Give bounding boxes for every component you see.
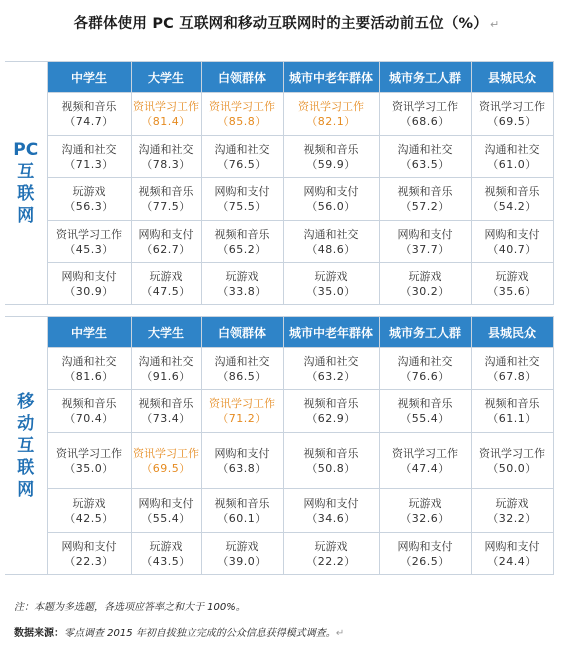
- group-header: 中学生: [47, 317, 131, 348]
- group-header: 城市中老年群体: [283, 317, 379, 348]
- activity-cell: [131, 489, 201, 533]
- activity-percent: （71.2）: [217, 412, 267, 425]
- activity-percent: （82.1）: [306, 115, 356, 128]
- group-header: 县城民众: [471, 317, 553, 348]
- activity-label: 沟通和社交: [303, 354, 359, 368]
- activity-cell: [471, 533, 553, 575]
- activity-percent: （40.7）: [487, 242, 537, 256]
- activity-label: 视频和音乐: [397, 185, 453, 198]
- activity-percent: （61.1）: [487, 412, 537, 425]
- activity-label: 沟通和社交: [397, 142, 453, 156]
- activity-percent: （34.6）: [306, 511, 356, 525]
- section-label-char: 网: [17, 479, 35, 500]
- activity-percent: （35.0）: [64, 461, 114, 475]
- activity-label: 沟通和社交: [138, 142, 194, 156]
- activity-percent: （32.2）: [487, 511, 537, 525]
- activity-cell: [47, 533, 131, 575]
- activity-cell: [379, 93, 471, 136]
- activity-label: 网购和支付: [484, 539, 540, 553]
- activity-label: 网购和支付: [484, 227, 540, 241]
- activity-percent: （26.5）: [400, 554, 450, 568]
- activity-cell: [379, 221, 471, 263]
- activity-percent: （30.9）: [64, 284, 114, 298]
- activity-cell: [201, 221, 283, 263]
- activity-cell: [47, 263, 131, 305]
- activity-cell: [379, 348, 471, 390]
- mobile-internet-table: [5, 316, 554, 575]
- activity-label: 玩游戏: [408, 269, 442, 283]
- activity-percent: （67.8）: [487, 369, 537, 383]
- activity-cell: [283, 263, 379, 305]
- activity-percent: （47.5）: [141, 284, 191, 298]
- activity-label: 视频和音乐: [484, 397, 540, 410]
- activity-cell: [283, 489, 379, 533]
- activity-percent: （32.6）: [400, 511, 450, 525]
- activity-cell: [131, 221, 201, 263]
- table-row: [5, 348, 553, 390]
- activity-label: 资讯学习工作: [479, 100, 545, 113]
- table-row: [5, 93, 553, 136]
- activity-percent: （68.6）: [400, 115, 450, 128]
- activity-cell: [47, 221, 131, 263]
- activity-label: 资讯学习工作: [479, 446, 545, 460]
- activity-cell: [471, 348, 553, 390]
- data-source: 数据来源：零点调查 2015 年初自拔独立完成的公众信息获得模式调查。↵: [14, 628, 345, 639]
- activity-percent: （35.6）: [487, 284, 537, 298]
- activity-percent: （77.5）: [141, 200, 191, 213]
- activity-percent: （24.4）: [487, 554, 537, 568]
- activity-percent: （33.8）: [217, 284, 267, 298]
- activity-label: 资讯学习工作: [209, 397, 275, 410]
- activity-label: 沟通和社交: [61, 354, 117, 368]
- group-header: 城市务工人群: [379, 62, 471, 93]
- group-header: 城市务工人群: [379, 317, 471, 348]
- activity-cell: [47, 178, 131, 221]
- activity-label: 沟通和社交: [397, 354, 453, 368]
- activity-cell: [201, 489, 283, 533]
- activity-cell: [379, 390, 471, 433]
- activity-percent: （56.3）: [64, 200, 114, 213]
- activity-cell: [379, 263, 471, 305]
- activity-cell: [283, 348, 379, 390]
- activity-label: 视频和音乐: [303, 446, 359, 460]
- activity-cell: [131, 533, 201, 575]
- activity-label: 网购和支付: [303, 185, 359, 198]
- activity-cell: [471, 178, 553, 221]
- activity-percent: （62.9）: [306, 412, 356, 425]
- activity-percent: （59.9）: [306, 157, 356, 171]
- section-label-char: 移: [17, 391, 35, 412]
- activity-cell: [283, 433, 379, 489]
- section-label-char: 联: [17, 184, 35, 204]
- group-header: 县城民众: [471, 62, 553, 93]
- activity-cell: [201, 390, 283, 433]
- activity-percent: （75.5）: [217, 200, 267, 213]
- activity-label: 玩游戏: [314, 269, 348, 283]
- activity-label: 沟通和社交: [214, 142, 270, 156]
- activity-percent: （71.3）: [64, 157, 114, 171]
- activity-cell: [471, 93, 553, 136]
- activity-percent: （70.4）: [64, 412, 114, 425]
- activity-percent: （30.2）: [400, 284, 450, 298]
- activity-cell: [471, 136, 553, 178]
- activity-label: 玩游戏: [408, 496, 442, 510]
- activity-percent: （55.4）: [400, 412, 450, 425]
- activity-percent: （61.0）: [487, 157, 537, 171]
- table-row: [5, 390, 553, 433]
- activity-percent: （86.5）: [217, 369, 267, 383]
- activity-label: 玩游戏: [72, 185, 106, 198]
- section-label: [5, 62, 47, 305]
- footnote: 注：本题为多选题，各选项应答率之和大于 100%。: [14, 602, 246, 613]
- activity-cell: [283, 178, 379, 221]
- activity-cell: [283, 390, 379, 433]
- activity-label: 视频和音乐: [214, 496, 270, 510]
- activity-label: 玩游戏: [149, 269, 183, 283]
- activity-cell: [471, 390, 553, 433]
- table-row: [5, 533, 553, 575]
- activity-cell: [283, 136, 379, 178]
- activity-cell: [379, 533, 471, 575]
- activity-cell: [201, 533, 283, 575]
- activity-percent: （22.3）: [64, 554, 114, 568]
- activity-cell: [379, 178, 471, 221]
- activity-cell: [131, 263, 201, 305]
- activity-label: 沟通和社交: [484, 142, 540, 156]
- activity-label: 玩游戏: [225, 269, 259, 283]
- activity-percent: （48.6）: [306, 242, 356, 256]
- activity-label: 玩游戏: [225, 539, 259, 553]
- activity-label: 视频和音乐: [484, 185, 540, 198]
- activity-label: 资讯学习工作: [56, 227, 122, 241]
- activity-cell: [471, 489, 553, 533]
- activity-label: 网购和支付: [61, 269, 117, 283]
- activity-percent: （22.2）: [306, 554, 356, 568]
- activity-cell: [131, 390, 201, 433]
- activity-label: 资讯学习工作: [209, 100, 275, 113]
- activity-label: 网购和支付: [138, 227, 194, 241]
- activity-label: 玩游戏: [495, 496, 529, 510]
- table-row: [5, 489, 553, 533]
- table-row: [5, 178, 553, 221]
- activity-cell: [283, 221, 379, 263]
- activity-label: 网购和支付: [397, 539, 453, 553]
- activity-label: 视频和音乐: [397, 397, 453, 410]
- activity-cell: [47, 390, 131, 433]
- activity-percent: （69.5）: [141, 461, 191, 475]
- activity-percent: （37.7）: [400, 242, 450, 256]
- activity-cell: [47, 136, 131, 178]
- activity-label: 玩游戏: [149, 539, 183, 553]
- activity-percent: （63.8）: [217, 461, 267, 475]
- activity-percent: （78.3）: [141, 157, 191, 171]
- activity-cell: [379, 433, 471, 489]
- activity-label: 视频和音乐: [61, 100, 117, 113]
- activity-label: 沟通和社交: [214, 354, 270, 368]
- table-row: [5, 136, 553, 178]
- section-label-char: 网: [17, 206, 35, 226]
- section-label-char: 互: [17, 435, 35, 456]
- activity-cell: [379, 489, 471, 533]
- activity-percent: （60.1）: [217, 511, 267, 525]
- activity-percent: （57.2）: [400, 200, 450, 213]
- activity-label: 网购和支付: [214, 185, 270, 198]
- group-header: 中学生: [47, 62, 131, 93]
- activity-percent: （55.4）: [141, 511, 191, 525]
- activity-percent: （63.5）: [400, 157, 450, 171]
- activity-cell: [47, 93, 131, 136]
- activity-label: 资讯学习工作: [392, 446, 458, 460]
- activity-percent: （50.8）: [306, 461, 356, 475]
- activity-label: 资讯学习工作: [392, 100, 458, 113]
- activity-cell: [131, 348, 201, 390]
- activity-label: 玩游戏: [72, 496, 106, 510]
- activity-label: 视频和音乐: [61, 397, 117, 410]
- activity-percent: （73.4）: [141, 412, 191, 425]
- activity-cell: [201, 263, 283, 305]
- group-header: 白领群体: [201, 317, 283, 348]
- pc-internet-table: [5, 61, 554, 305]
- section-label-char: 动: [17, 413, 35, 434]
- activity-label: 沟通和社交: [61, 142, 117, 156]
- activity-label: 网购和支付: [138, 496, 194, 510]
- activity-cell: [201, 136, 283, 178]
- page-title: 各群体使用 PC 互联网和移动互联网时的主要活动前五位（%） ↵: [73, 16, 500, 32]
- activity-cell: [201, 178, 283, 221]
- group-header: 大学生: [131, 62, 201, 93]
- activity-label: 沟通和社交: [138, 354, 194, 368]
- activity-percent: （47.4）: [400, 461, 450, 475]
- activity-label: 资讯学习工作: [133, 446, 199, 460]
- activity-cell: [201, 348, 283, 390]
- activity-percent: （43.5）: [141, 554, 191, 568]
- table-row: [5, 263, 553, 305]
- section-label: [5, 317, 47, 575]
- activity-label: 视频和音乐: [138, 397, 194, 410]
- activity-cell: [283, 533, 379, 575]
- activity-cell: [131, 93, 201, 136]
- group-header: 城市中老年群体: [283, 62, 379, 93]
- activity-label: 网购和支付: [397, 227, 453, 241]
- activity-label: 沟通和社交: [303, 227, 359, 241]
- activity-cell: [47, 433, 131, 489]
- activity-percent: （45.3）: [64, 242, 114, 256]
- activity-percent: （85.8）: [217, 115, 267, 128]
- activity-label: 资讯学习工作: [298, 100, 364, 113]
- activity-label: 网购和支付: [214, 446, 270, 460]
- activity-cell: [471, 263, 553, 305]
- activity-percent: （74.7）: [64, 115, 114, 128]
- activity-percent: （54.2）: [487, 200, 537, 213]
- activity-label: 沟通和社交: [484, 354, 540, 368]
- activity-percent: （42.5）: [64, 511, 114, 525]
- section-label-char: PC: [13, 140, 39, 160]
- table-row: [5, 221, 553, 263]
- activity-label: 玩游戏: [314, 539, 348, 553]
- activity-label: 资讯学习工作: [56, 446, 122, 460]
- activity-cell: [201, 433, 283, 489]
- activity-percent: （81.4）: [141, 115, 191, 128]
- activity-cell: [471, 433, 553, 489]
- activity-cell: [283, 93, 379, 136]
- activity-label: 玩游戏: [495, 269, 529, 283]
- activity-percent: （76.6）: [400, 369, 450, 383]
- activity-percent: （81.6）: [64, 369, 114, 383]
- activity-cell: [131, 433, 201, 489]
- group-header: 大学生: [131, 317, 201, 348]
- activity-cell: [471, 221, 553, 263]
- activity-cell: [201, 93, 283, 136]
- activity-label: 视频和音乐: [138, 185, 194, 198]
- activity-percent: （50.0）: [487, 461, 537, 475]
- activity-label: 视频和音乐: [303, 142, 359, 156]
- activity-cell: [131, 136, 201, 178]
- activity-percent: （69.5）: [487, 115, 537, 128]
- section-label-char: 互: [17, 162, 35, 182]
- activity-cell: [131, 178, 201, 221]
- activity-label: 视频和音乐: [303, 397, 359, 410]
- activity-percent: （62.7）: [141, 242, 191, 256]
- activity-cell: [379, 136, 471, 178]
- section-label-char: 联: [17, 457, 35, 478]
- activity-percent: （35.0）: [306, 284, 356, 298]
- paragraph-mark: ↵: [489, 18, 500, 31]
- activity-label: 视频和音乐: [214, 227, 270, 241]
- activity-label: 资讯学习工作: [133, 100, 199, 113]
- activity-cell: [47, 348, 131, 390]
- activity-percent: （63.2）: [306, 369, 356, 383]
- group-header: 白领群体: [201, 62, 283, 93]
- activity-percent: （56.0）: [306, 200, 356, 213]
- activity-label: 网购和支付: [303, 496, 359, 510]
- activity-label: 网购和支付: [61, 539, 117, 553]
- activity-percent: （65.2）: [217, 242, 267, 256]
- table-row: [5, 433, 553, 489]
- activity-percent: （39.0）: [217, 554, 267, 568]
- activity-cell: [47, 489, 131, 533]
- activity-percent: （91.6）: [141, 369, 191, 383]
- activity-percent: （76.5）: [217, 157, 267, 171]
